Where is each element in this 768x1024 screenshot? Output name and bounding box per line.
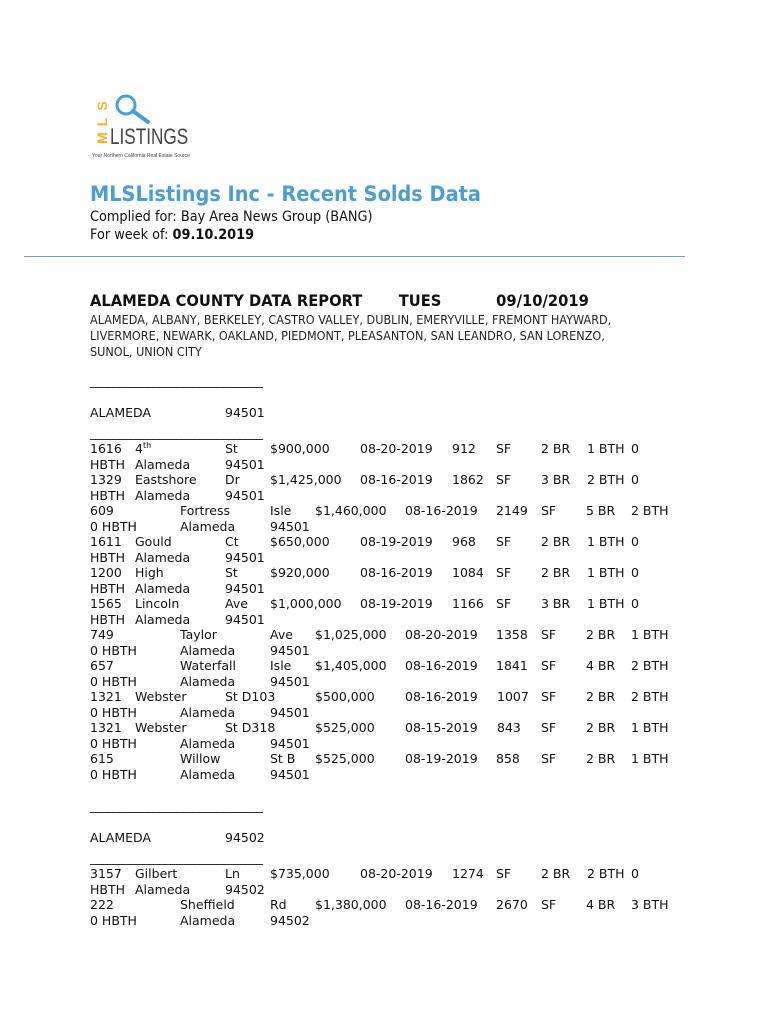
street-suffix: Dr (225, 472, 240, 487)
sale-city: Alameda (180, 673, 236, 689)
bedrooms: 2 BR (541, 866, 571, 881)
sqft-unit: SF (541, 751, 557, 766)
street-number: 1321 (90, 689, 122, 704)
area-zip: 94502 (225, 830, 265, 845)
sqft-unit: SF (496, 596, 512, 611)
square-feet: 2670 (496, 897, 528, 912)
half-bath-count: 0 (631, 441, 639, 456)
sale-row-cont (90, 882, 690, 898)
sale-price: $1,425,000 (270, 472, 342, 487)
sale-row-cont (90, 519, 690, 535)
sale-zip: 94501 (225, 580, 265, 596)
square-feet: 2149 (496, 503, 528, 518)
bathrooms: 1 BTH (631, 751, 669, 766)
sale-zip: 94501 (225, 487, 265, 503)
street-number: 222 (90, 897, 114, 912)
sale-city: Alameda (180, 518, 236, 534)
sale-zip: 94502 (225, 881, 265, 897)
sale-zip: 94501 (270, 642, 310, 658)
street-name: Willow (180, 751, 221, 766)
spacer (90, 814, 690, 830)
sale-zip: 94501 (270, 735, 310, 751)
street-name: Waterfall (180, 658, 236, 673)
header-divider (24, 256, 685, 257)
sqft-unit: SF (496, 534, 512, 549)
sale-price: $525,000 (315, 720, 375, 735)
sale-row (90, 720, 690, 736)
bedrooms: 2 BR (541, 441, 571, 456)
sqft-unit: SF (541, 897, 557, 912)
street-ordinal: th (142, 440, 152, 450)
sale-city: Alameda (135, 549, 191, 565)
logo-wordmark: LISTINGS (110, 124, 189, 149)
sale-date: 08-16-2019 (405, 897, 478, 912)
bedrooms: 5 BR (586, 503, 616, 518)
sale-row-cont (90, 643, 690, 659)
bedrooms: 4 BR (586, 897, 616, 912)
street-number: 1616 (90, 441, 122, 456)
sale-price: $900,000 (270, 441, 330, 456)
sale-price: $735,000 (270, 866, 330, 881)
sale-row-cont (90, 488, 690, 504)
sqft-unit: SF (541, 627, 557, 642)
square-feet: 1084 (452, 565, 484, 580)
half-bath-label: HBTH (90, 487, 126, 503)
street-suffix: Ave (270, 627, 293, 642)
underline-text: ______________________________ (90, 425, 263, 440)
sale-date: 08-20-2019 (360, 441, 433, 456)
section-underline (90, 425, 690, 441)
half-baths: 0 HBTH (90, 673, 137, 689)
street-name: Gould (135, 534, 172, 549)
street-number: 3157 (90, 866, 122, 881)
street-name: Lincoln (135, 596, 180, 611)
half-baths: 0 HBTH (90, 735, 137, 751)
sale-zip: 94501 (225, 611, 265, 627)
street-name: Webster (135, 720, 187, 735)
bathrooms: 1 BTH (587, 534, 625, 549)
street-name: Eastshore (135, 472, 197, 487)
sale-row-cont (90, 705, 690, 721)
sale-row-cont (90, 736, 690, 752)
half-bath-count: 0 (631, 596, 639, 611)
sale-price: $1,380,000 (315, 897, 387, 912)
half-bath-label: HBTH (90, 881, 126, 897)
street-suffix: Isle (270, 503, 292, 518)
half-baths: 0 HBTH (90, 766, 137, 782)
square-feet: 912 (452, 441, 476, 456)
square-feet: 843 (497, 720, 521, 735)
sale-city: Alameda (135, 487, 191, 503)
bathrooms: 1 BTH (631, 720, 669, 735)
half-bath-count: 0 (631, 534, 639, 549)
area-city: ALAMEDA (90, 405, 151, 420)
street-number: 609 (90, 503, 114, 518)
sale-city: Alameda (180, 735, 236, 751)
bathrooms: 1 BTH (631, 627, 669, 642)
sale-date: 08-19-2019 (360, 534, 433, 549)
bedrooms: 4 BR (586, 658, 616, 673)
street-number: 657 (90, 658, 114, 673)
compiled-for-value: Bay Area News Group (BANG) (180, 209, 373, 225)
sqft-unit: SF (496, 472, 512, 487)
week-of (90, 227, 254, 243)
sale-city: Alameda (180, 912, 236, 928)
sale-price: $650,000 (270, 534, 330, 549)
street-number: 1611 (90, 534, 122, 549)
street-suffix: Rd (270, 897, 287, 912)
street-number: 749 (90, 627, 114, 642)
bathrooms: 2 BTH (587, 866, 625, 881)
half-baths: 0 HBTH (90, 518, 137, 534)
half-bath-label: HBTH (90, 580, 126, 596)
sale-date: 08-15-2019 (405, 720, 478, 735)
sale-city: Alameda (135, 456, 191, 472)
sale-city: Alameda (135, 881, 191, 897)
sale-price: $1,405,000 (315, 658, 387, 673)
half-bath-count: 0 (631, 565, 639, 580)
underline-text: ______________________________ (90, 798, 263, 813)
street-suffix: Isle (270, 658, 292, 673)
sale-city: Alameda (135, 580, 191, 596)
sale-row (90, 866, 690, 882)
report-heading (90, 291, 589, 310)
sale-row-cont (90, 767, 690, 783)
sale-row (90, 751, 690, 767)
street-number: 1329 (90, 472, 122, 487)
sale-zip: 94501 (270, 766, 310, 782)
sale-row-cont (90, 612, 690, 628)
logo-letter: L (94, 117, 110, 127)
report-date: 09/10/2019 (496, 291, 589, 310)
sale-row-cont (90, 674, 690, 690)
area-header (90, 830, 690, 850)
sqft-unit: SF (541, 689, 557, 704)
square-feet: 1841 (496, 658, 528, 673)
sale-date: 08-20-2019 (360, 866, 433, 881)
bathrooms: 2 BTH (631, 658, 669, 673)
sale-date: 08-19-2019 (360, 596, 433, 611)
sale-zip: 94501 (270, 704, 310, 720)
sale-date: 08-16-2019 (360, 472, 433, 487)
sale-row (90, 565, 690, 581)
street-name: Fortress (180, 503, 231, 518)
bathrooms: 1 BTH (587, 596, 625, 611)
square-feet: 1862 (452, 472, 484, 487)
bathrooms: 2 BTH (631, 689, 669, 704)
street-suffix: St D318 (225, 720, 276, 735)
street-number: 1565 (90, 596, 122, 611)
street-name: High (135, 565, 164, 580)
sale-date: 08-19-2019 (405, 751, 478, 766)
street-suffix: St (225, 565, 238, 580)
sale-city: Alameda (135, 611, 191, 627)
sale-zip: 94501 (225, 549, 265, 565)
report-cities: ALAMEDA, ALBANY, BERKELEY, CASTRO VALLEY, DUBLIN, EMERYVILLE, FREMONT HAYWARD, LIVERMORE, NEWARK, OAKLAND, PIEDMONT, PLEASANTON, SAN LEANDRO, SAN LORENZO, SUNOL, UNION CITY (90, 312, 612, 359)
street-name: Taylor (180, 627, 217, 642)
square-feet: 1166 (452, 596, 484, 611)
sale-row (90, 897, 690, 913)
sale-row (90, 472, 690, 488)
half-baths: 0 HBTH (90, 912, 137, 928)
sqft-unit: SF (496, 866, 512, 881)
report-title: ALAMEDA COUNTY DATA REPORT (90, 291, 363, 310)
square-feet: 1007 (497, 689, 529, 704)
mlslistings-logo (90, 92, 220, 164)
section-underline (90, 850, 690, 866)
street-number: 615 (90, 751, 114, 766)
square-feet: 1274 (452, 866, 484, 881)
sale-date: 08-20-2019 (405, 627, 478, 642)
logo-mls-letters (96, 98, 110, 152)
report-day: TUES (398, 291, 442, 310)
street-suffix: St (225, 441, 238, 456)
sale-city: Alameda (180, 642, 236, 658)
street-name: Sheffield (180, 897, 235, 912)
sale-row (90, 503, 690, 519)
sale-row (90, 627, 690, 643)
underline-text: ______________________________ (90, 850, 263, 865)
sale-row (90, 441, 690, 457)
bathrooms: 1 BTH (587, 441, 625, 456)
underline-text: ______________________________ (90, 373, 263, 388)
area-city: ALAMEDA (90, 830, 151, 845)
sale-zip: 94501 (270, 673, 310, 689)
street-suffix: St B (270, 751, 296, 766)
half-bath-label: HBTH (90, 611, 126, 627)
street-name: Webster (135, 689, 187, 704)
spacer (90, 782, 690, 798)
street-suffix: Ct (225, 534, 239, 549)
bedrooms: 2 BR (586, 751, 616, 766)
sale-date: 08-16-2019 (405, 503, 478, 518)
sale-price: $1,460,000 (315, 503, 387, 518)
street-suffix: Ave (225, 596, 248, 611)
spacer (90, 389, 690, 405)
sale-row-cont (90, 581, 690, 597)
half-bath-count: 0 (631, 866, 639, 881)
sale-row-cont (90, 457, 690, 473)
sale-zip: 94501 (270, 518, 310, 534)
week-of-value: 09.10.2019 (172, 227, 255, 243)
week-of-label: For week of: (90, 227, 173, 243)
half-bath-count: 0 (631, 472, 639, 487)
sqft-unit: SF (496, 441, 512, 456)
street-suffix: St D103 (225, 689, 276, 704)
sale-row-cont (90, 913, 690, 929)
sale-city: Alameda (180, 704, 236, 720)
compiled-for (90, 209, 373, 225)
magnifier-icon (110, 92, 154, 128)
sales-list (90, 373, 690, 928)
street-number: 1321 (90, 720, 122, 735)
sqft-unit: SF (541, 503, 557, 518)
sale-price: $920,000 (270, 565, 330, 580)
street-suffix: Ln (225, 866, 240, 881)
sqft-unit: SF (541, 720, 557, 735)
sale-date: 08-16-2019 (405, 689, 478, 704)
logo-letter: S (94, 101, 110, 111)
bedrooms: 2 BR (586, 720, 616, 735)
street-name: 4th (135, 440, 152, 456)
bedrooms: 2 BR (541, 565, 571, 580)
half-baths: 0 HBTH (90, 704, 137, 720)
area-zip: 94501 (225, 405, 265, 420)
section-underline (90, 373, 690, 389)
sqft-unit: SF (496, 565, 512, 580)
page-title: MLSListings Inc - Recent Solds Data (90, 182, 481, 206)
bedrooms: 3 BR (541, 472, 571, 487)
sale-price: $1,025,000 (315, 627, 387, 642)
sale-row-cont (90, 550, 690, 566)
sale-row (90, 689, 690, 705)
sale-row (90, 534, 690, 550)
street-number: 1200 (90, 565, 122, 580)
half-baths: 0 HBTH (90, 642, 137, 658)
bedrooms: 3 BR (541, 596, 571, 611)
sale-date: 08-16-2019 (405, 658, 478, 673)
logo-tagline: Your Northern California Real Estate Source (92, 153, 190, 159)
sale-zip: 94501 (225, 456, 265, 472)
bedrooms: 2 BR (541, 534, 571, 549)
square-feet: 858 (496, 751, 520, 766)
sale-date: 08-16-2019 (360, 565, 433, 580)
area-header (90, 405, 690, 425)
section-underline (90, 798, 690, 814)
bedrooms: 2 BR (586, 627, 616, 642)
bathrooms: 2 BTH (587, 472, 625, 487)
sale-price: $1,000,000 (270, 596, 342, 611)
sale-price: $500,000 (315, 689, 375, 704)
bathrooms: 3 BTH (631, 897, 669, 912)
bathrooms: 1 BTH (587, 565, 625, 580)
sale-city: Alameda (180, 766, 236, 782)
sale-zip: 94502 (270, 912, 310, 928)
sale-row (90, 658, 690, 674)
compiled-for-label: Complied for: (90, 209, 181, 225)
sale-price: $525,000 (315, 751, 375, 766)
half-bath-label: HBTH (90, 456, 126, 472)
logo-letter: M (94, 132, 110, 144)
bathrooms: 2 BTH (631, 503, 669, 518)
square-feet: 968 (452, 534, 476, 549)
half-bath-label: HBTH (90, 549, 126, 565)
street-name: Gilbert (135, 866, 178, 881)
sqft-unit: SF (541, 658, 557, 673)
square-feet: 1358 (496, 627, 528, 642)
sale-row (90, 596, 690, 612)
bedrooms: 2 BR (586, 689, 616, 704)
